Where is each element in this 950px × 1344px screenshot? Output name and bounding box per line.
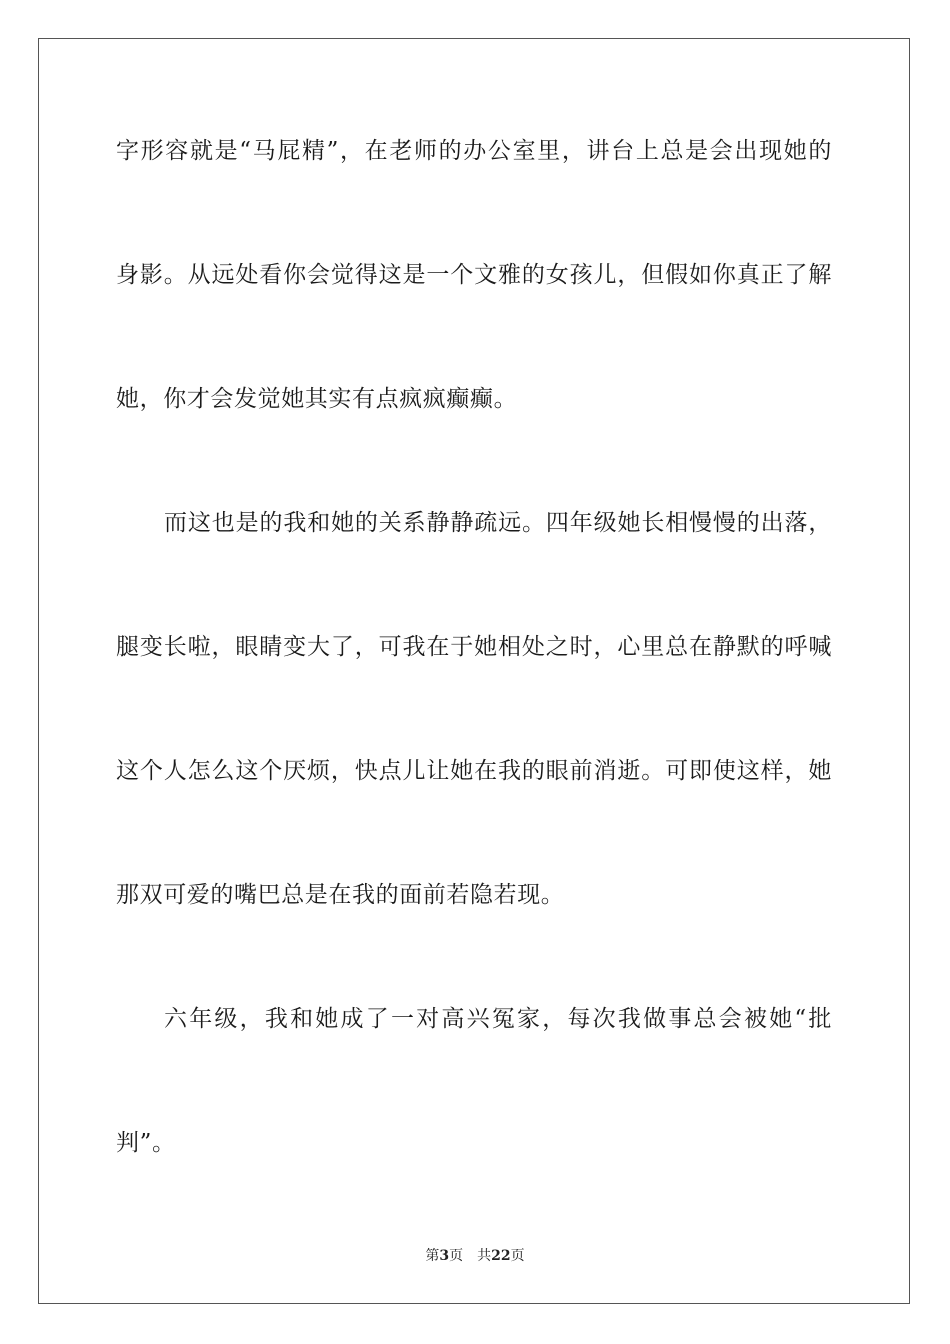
body-text-line-8: 六年级，我和她成了一对高兴冤家，每次我做事总会被她“批 [164,1006,832,1032]
page-current-number: 3 [439,1248,450,1264]
total-prefix: 共 [477,1248,492,1264]
page-prefix: 第 [425,1248,440,1264]
body-text-line-6: 这个人怎么这个厌烦，快点儿让她在我的眼前消逝。可即使这样，她 [116,758,832,784]
total-suffix: 页 [510,1248,525,1264]
body-text-line-3: 她，你才会发觉她其实有点疯疯癫癫。 [116,386,518,412]
page-footer [0,1246,950,1266]
page-suffix: 页 [449,1248,464,1264]
body-text-line-5: 腿变长啦，眼睛变大了，可我在于她相处之时，心里总在静默的呼喊 [116,634,832,660]
body-text-line-4: 而这也是的我和她的关系静静疏远。四年级她长相慢慢的出落， [164,510,832,536]
page-border [38,38,910,1304]
page-total-number: 22 [491,1248,511,1264]
body-text-line-7: 那双可爱的嘴巴总是在我的面前若隐若现。 [116,882,565,908]
body-text-line-2: 身影。从远处看你会觉得这是一个文雅的女孩儿，但假如你真正了解 [116,262,832,288]
body-text-line-1: 字形容就是“马屁精”，在老师的办公室里，讲台上总是会出现她的 [116,138,832,164]
body-text-line-9: 判”。 [116,1130,176,1156]
